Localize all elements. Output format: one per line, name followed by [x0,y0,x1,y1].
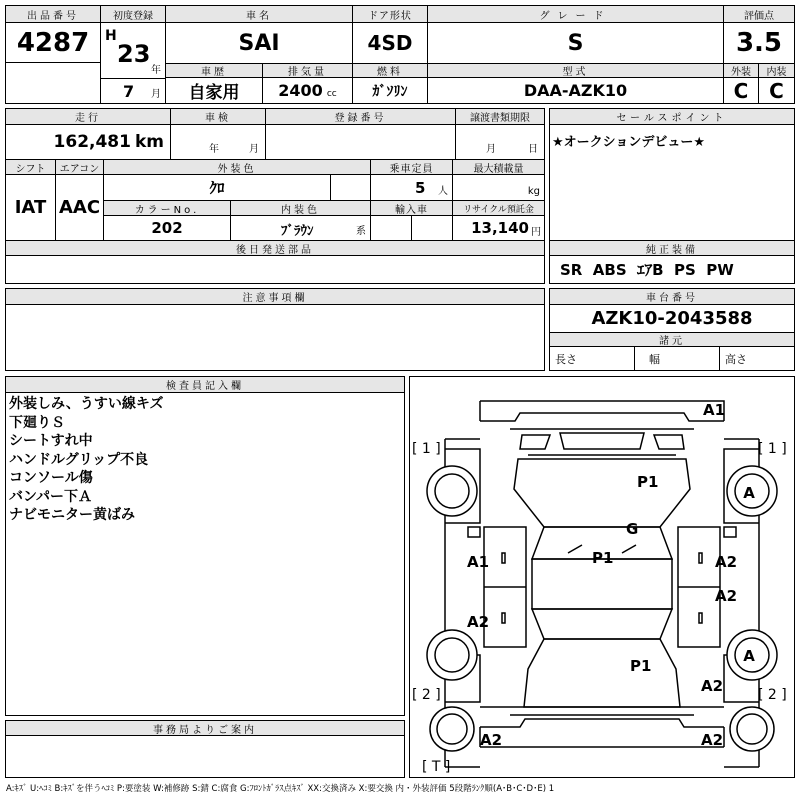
code-a2-right-front-door: A2 [715,553,738,571]
history-value: 自家用 [166,78,263,103]
code-a1-left-door: A1 [467,553,490,571]
rear-window-shape [532,609,672,639]
height-label: 高さ [725,352,747,366]
inspector-label: 検査員記入欄 [6,377,404,393]
displacement-unit: cc [326,88,337,99]
lot-number: 4287 [6,23,101,63]
code-p1-hood: P1 [637,473,659,491]
code-a1-front-bumper: A1 [703,401,726,419]
header-box [5,5,795,104]
history-label: 車歴 [166,64,263,78]
length-cell [550,347,635,370]
code-a2-rear-bumper-left: A2 [480,731,503,749]
fuel-value: ｶﾞｿﾘﾝ [353,78,428,103]
equipment-label: 純正装備 [550,241,794,256]
ext-color-label: 外装色 [104,160,371,175]
reg-year-unit: 年 [151,65,161,76]
capacity-cell [371,175,453,201]
max-load-unit: kg [527,186,540,197]
import-value-2 [412,216,453,241]
hood-shape [514,459,690,527]
fuel-label: 燃料 [353,64,428,78]
code-p1-roof: P1 [592,549,614,567]
equipment-value [550,256,794,283]
inspection-cell [171,125,266,160]
reg-no-label: 登録番号 [266,109,456,125]
color-no-label: カラーNo. [104,201,231,216]
first-reg-year [101,23,166,79]
reg-year: 23 [117,40,151,68]
transfer-day-unit: 日 [528,144,538,155]
marker-front-left: [ 1 ] [412,441,441,457]
shift-value: IAT [6,175,56,241]
legend-text: A:ｷｽﾞ U:ﾍｺﾐ B:ｷｽﾞを伴うﾍｺﾐ P:要塗装 W:補修跡 S:錆 C:腐食 G:ﾌﾛﾝﾄｶﾞﾗｽ点ｷｽﾞ XX:交換済み X:要交換 内・外装評価 5段階ﾗﾝｸ順(A･B･C･D･E) 1 [6,784,555,794]
office-label: 事務局よりご案内 [6,721,404,736]
interior-value: C [769,78,784,103]
transfer-label: 譲渡書類期限 [456,109,544,125]
import-value-1 [371,216,412,241]
width-cell [635,347,720,370]
int-color-value: ﾌﾞﾗｳﾝ [281,224,314,239]
sales-point-value [550,125,794,241]
lot-label: 出品番号 [6,6,101,23]
score-value: 3.5 [724,23,794,64]
recycle-label: リサイクル預託金 [453,201,544,216]
code-g-windshield: G [626,520,639,538]
chassis-label: 車台番号 [550,289,794,305]
width-label: 幅 [649,352,660,366]
import-label: 輸入車 [371,201,453,216]
headlight-right [654,435,684,449]
car-diagram [410,377,794,777]
displacement-value: 2400 [278,81,323,100]
sales-point-label: セールスポイント [550,109,794,125]
grille-shape [560,433,644,449]
ext-color-extra [331,175,371,201]
name-label: 車名 [166,6,353,23]
code-a-front-right-wheel: A [743,484,755,502]
inspection-month-unit: 月 [249,144,259,155]
reg-month: 7 [123,82,135,101]
chassis-box [549,288,795,371]
int-color-cell [231,216,371,241]
inspection-label: 車検 [171,109,266,125]
era-letter: H [105,28,117,44]
sales-box [549,108,795,284]
marker-rear-right: [ 2 ] [758,687,787,703]
chassis-value: AZK10-2043588 [550,305,794,333]
notes-label: 注意事項欄 [6,289,544,305]
interior-label: 内装 [759,64,794,78]
trunk-shape [524,639,680,707]
inspector-line-3: シートすれ中 [9,433,93,449]
doors-right [678,527,720,647]
max-load-label: 最大積載量 [453,160,544,175]
code-a2-right-rear-door: A2 [715,587,738,605]
model-value: DAA-AZK10 [428,78,724,103]
marker-trunk: [ T ] [422,759,451,775]
office-value [6,736,404,777]
lot-blank [6,63,101,103]
recycle-unit: 円 [531,227,541,238]
grade-label: グレード [428,6,724,23]
parts-value [6,256,544,283]
capacity-unit: 人 [438,186,448,197]
doors-left [484,527,526,647]
inspector-line-1: 外装しみ、うすい線キズ [9,396,164,412]
model-label: 型式 [428,64,724,78]
exterior-value: C [724,78,759,103]
marker-rear-left: [ 2 ] [412,687,441,703]
reg-no-value [266,125,456,160]
first-reg-month [101,79,166,103]
inspection-year-unit: 年 [209,144,219,155]
color-no-value: 202 [104,216,231,241]
int-color-unit: 系 [356,226,366,237]
recycle-cell [453,216,544,241]
car-name: SAI [166,23,353,64]
notes-box [5,288,545,371]
marker-front-right: [ 1 ] [758,441,787,457]
recycle-value: 13,140 [471,219,529,237]
doors-label: ドア形状 [353,6,428,23]
inspector-lines [9,395,399,525]
detail-box [5,108,545,284]
inspector-line-6: バンパー下Ａ [9,488,93,505]
grade-value: S [428,23,724,64]
door-type: 4SD [353,23,428,64]
code-a2-left-rear: A2 [467,613,490,631]
mileage-value: 162,481 [53,132,131,152]
first-reg-label: 初度登録 [101,6,166,23]
inspector-box [5,376,405,716]
code-a2-rear-bumper-right: A2 [701,731,724,749]
inspector-line-7: ナビモニター黄ばみ [9,507,135,523]
mileage-unit: km [134,132,164,152]
parts-label: 後日発送部品 [6,241,544,256]
int-color-label: 内装色 [231,201,371,216]
reg-month-unit: 月 [151,89,161,100]
specs-label: 諸元 [550,333,794,347]
exterior-label: 外装 [724,64,759,78]
mileage-label: 走行 [6,109,171,125]
code-a2-rear-right: A2 [701,677,724,695]
capacity-value: 5 [415,179,426,197]
headlight-left [520,435,550,449]
code-a-rear-right-wheel: A [743,647,755,665]
rear-bumper-shape [480,707,724,727]
car-diagram-box [409,376,795,778]
equipment-text: SR ABS ｴｱB PS PW [560,261,734,279]
capacity-label: 乗車定員 [371,160,453,175]
max-load-cell [453,175,544,201]
code-p1-trunk: P1 [630,657,652,675]
inspector-line-4: ハンドルグリップ不良 [9,451,149,468]
ac-label: エアコン [56,160,104,175]
shift-label: シフト [6,160,56,175]
inspector-line-5: コンソール傷 [9,470,93,486]
ext-color-value: ｸﾛ [104,175,331,201]
length-label: 長さ [555,352,577,366]
notes-value [6,305,544,370]
displacement-label: 排気量 [263,64,353,78]
inspector-line-2: 下廻りＳ [9,414,65,431]
front-bumper-shape [480,401,724,421]
displacement-cell [263,78,353,103]
score-label: 評価点 [724,6,794,23]
mileage-cell [6,125,171,160]
ac-value: AAC [56,175,104,241]
transfer-month-unit: 月 [486,144,496,155]
sales-point-text: ★オークションデビュー★ [552,135,706,150]
office-box [5,720,405,778]
height-cell [720,347,794,370]
transfer-cell [456,125,544,160]
